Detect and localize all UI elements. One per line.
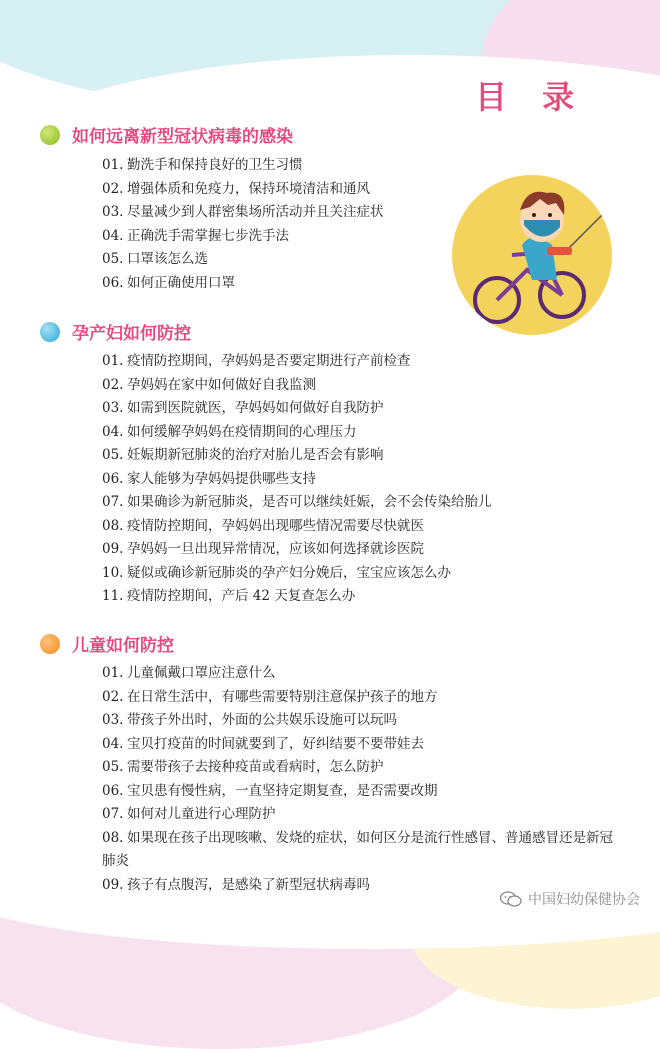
toc-list-pregnant (102, 350, 492, 609)
section-header-children[interactable] (40, 631, 174, 656)
toc-item[interactable]: 06. 家人能够为孕妈妈提供哪些支持 (102, 470, 316, 487)
bullet-icon (40, 634, 60, 654)
child-on-bicycle-illustration (452, 175, 612, 335)
toc-item[interactable]: 01. 儿童佩戴口罩应注意什么 (102, 665, 276, 681)
section-title: 孕产妇如何防控 (72, 324, 191, 344)
toc-item[interactable]: 03. 带孩子外出时，外面的公共娱乐设施可以玩吗 (102, 712, 397, 728)
toc-item[interactable]: 02. 增强体质和免疫力，保持环境清洁和通风 (102, 180, 370, 197)
toc-item[interactable]: 10. 疑似或确诊新冠肺炎的孕产妇分娩后，宝宝应该怎么办 (102, 564, 451, 581)
toc-item[interactable]: 06. 如何正确使用口罩 (102, 274, 235, 291)
footer-watermark (500, 889, 640, 909)
toc-item[interactable]: 01. 疫情防控期间，孕妈妈是否要定期进行产前检查 (102, 353, 411, 369)
toc-item[interactable]: 08. 如果现在孩子出现咳嗽、发烧的症状，如何区分是流行性感冒、普通感冒还是新冠肺炎 (102, 829, 613, 869)
toc-item[interactable]: 05. 妊娠期新冠肺炎的治疗对胎儿是否会有影响 (102, 447, 384, 463)
toc-item[interactable]: 06. 宝贝患有慢性病，一直坚持定期复查，是否需要改期 (102, 782, 438, 799)
toc-item[interactable]: 04. 如何缓解孕妈妈在疫情期间的心理压力 (102, 423, 357, 440)
toc-item[interactable]: 04. 宝贝打疫苗的时间就要到了，好纠结要不要带娃去 (102, 735, 424, 752)
toc-list-prevention (102, 154, 384, 295)
toc-item[interactable]: 08. 疫情防控期间，孕妈妈出现哪些情况需要尽快就医 (102, 517, 424, 534)
section-header-pregnant[interactable] (40, 319, 191, 344)
toc-item[interactable]: 01. 勤洗手和保持良好的卫生习惯 (102, 157, 303, 173)
toc-item[interactable]: 09. 孕妈妈一旦出现异常情况，应该如何选择就诊医院 (102, 541, 424, 557)
page-title: 目 录 (475, 78, 587, 116)
toc-item[interactable]: 05. 口罩该怎么选 (102, 251, 208, 267)
toc-item[interactable]: 09. 孩子有点腹泻，是感染了新型冠状病毒吗 (102, 876, 370, 893)
bullet-icon (40, 125, 60, 145)
toc-item[interactable]: 04. 正确洗手需掌握七步洗手法 (102, 227, 289, 244)
toc-item[interactable]: 03. 尽量减少到人群密集场所活动并且关注症状 (102, 204, 384, 220)
toc-list-children (102, 662, 622, 897)
footer-text: 中国妇幼保健协会 (528, 892, 640, 908)
section-title: 儿童如何防控 (72, 636, 174, 656)
toc-item[interactable]: 02. 在日常生活中，有哪些需要特别注意保护孩子的地方 (102, 688, 438, 705)
toc-item[interactable]: 03. 如需到医院就医，孕妈妈如何做好自我防护 (102, 400, 384, 416)
section-title: 如何远离新型冠状病毒的感染 (72, 127, 293, 147)
toc-item[interactable]: 11. 疫情防控期间，产后 42 天复查怎么办 (102, 588, 356, 604)
wechat-icon (500, 891, 522, 907)
toc-item[interactable]: 07. 如何对儿童进行心理防护 (102, 806, 276, 822)
toc-item[interactable]: 05. 需要带孩子去接种疫苗或看病时，怎么防护 (102, 759, 384, 775)
toc-item[interactable]: 07. 如果确诊为新冠肺炎，是否可以继续妊娠，会不会传染给胎儿 (102, 494, 492, 510)
section-header-prevention[interactable] (40, 122, 293, 147)
bullet-icon (40, 322, 60, 342)
toc-item[interactable]: 02. 孕妈妈在家中如何做好自我监测 (102, 376, 316, 393)
